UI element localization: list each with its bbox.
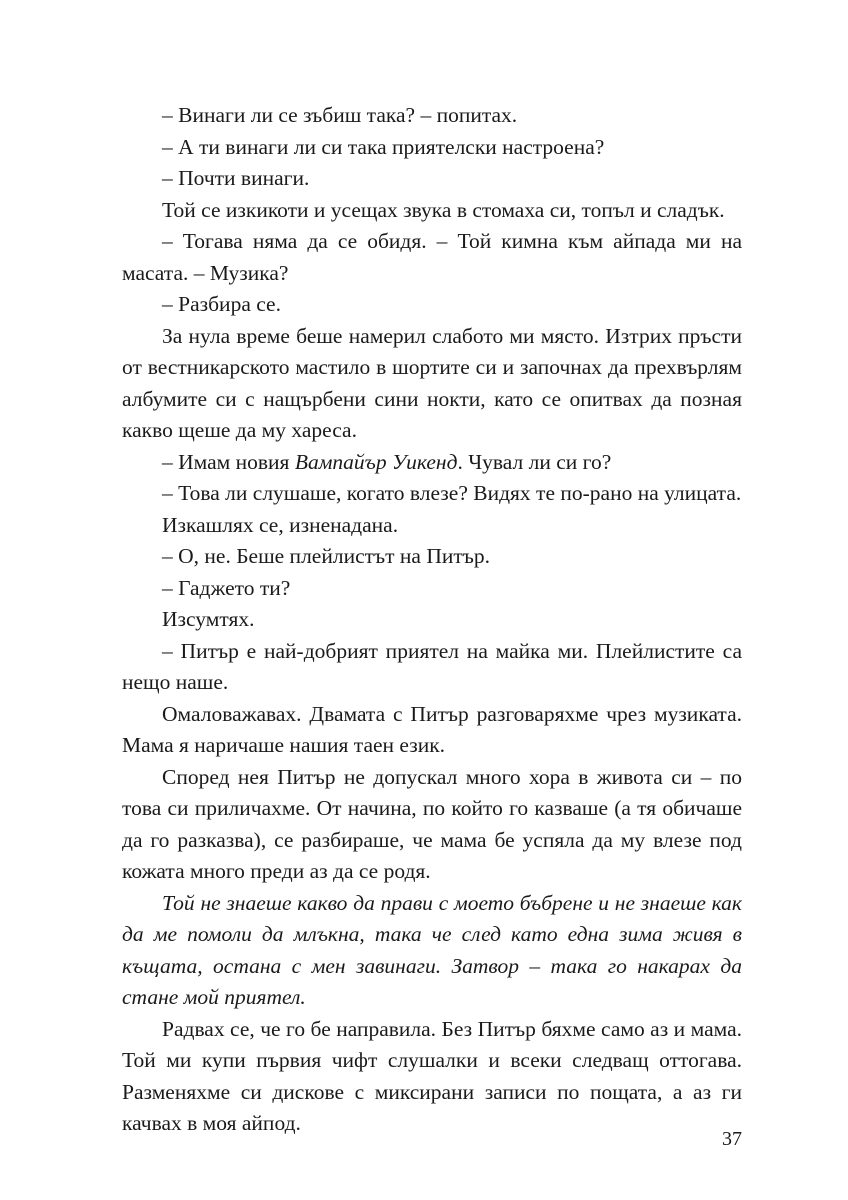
paragraph: Според нея Питър не допускал много хора в живота си – по това си приличахме. От начина, по който го казваше (а тя обичаше да го разказва), се разбираше, че мама бе успяла да му влезе под кожата много преди аз да се родя. <box>122 764 742 883</box>
italic-quote: Той не знаеше какво да прави с моето бъбрене и не знаеше как да ме помоли да млъкна, така че след като една зима живя в къщата, остана с мен завинаги. Затвор – така го накарах да стане мой приятел. <box>122 890 742 1009</box>
dialogue-line: – Гаджето ти? <box>162 575 291 600</box>
dialogue-line <box>122 447 742 479</box>
dialogue-line: – Разбира се. <box>162 292 281 316</box>
dialogue-line: – Това ли слушаше, когато влезе? Видях те по-рано на улицата. <box>162 481 742 505</box>
dialogue-line: – Тогава няма да се обидя. – Той кимна към айпада ми на масата. – Музика? <box>122 229 742 285</box>
dialogue-line: – Почти винаги. <box>162 166 310 190</box>
dialogue-line: – Питър е най-добрият приятел на майка ми. Плейлистите са нещо наше. <box>122 638 742 694</box>
dialogue-line: – Винаги ли се зъбиш така? – попитах. <box>162 103 518 127</box>
album-title: Вампайър Уикенд <box>294 449 458 474</box>
dialogue-line: – А ти винаги ли си така приятелски настроена? <box>162 134 605 159</box>
paragraph: Изкашлях се, изненадана. <box>162 512 399 537</box>
paragraph: За нула време беше намерил слабото ми място. Изтрих пръсти от вестникарското мастило в шортите си и започнах да прехвърлям албумите си с нащърбени сини нокти, като се опитвах да позная какво щеше да му хареса. <box>122 323 742 442</box>
page-number: 37 <box>722 1128 742 1150</box>
paragraph: Омаловажавах. Двамата с Питър разговаряхме чрез музиката. Мама я наричаше нашия таен език. <box>122 701 742 757</box>
dialogue-line: – О, не. Беше плейлистът на Питър. <box>162 544 491 568</box>
paragraph: Изсумтях. <box>162 607 255 631</box>
paragraph: Радвах се, че го бе направила. Без Питър бяхме само аз и мама. Той ми купи първия чифт слушалки и всеки следващ оттогава. Разменяхме си дискове с миксирани записи по пощата, а аз ги качвах в моя айпод. <box>122 1016 742 1135</box>
page-body <box>122 100 742 1140</box>
dialogue-text: – Имам новия <box>162 449 295 474</box>
dialogue-text: . Чувал ли си го? <box>457 449 612 474</box>
paragraph: Той се изкикоти и усещах звука в стомаха си, топъл и сладък. <box>162 197 725 222</box>
